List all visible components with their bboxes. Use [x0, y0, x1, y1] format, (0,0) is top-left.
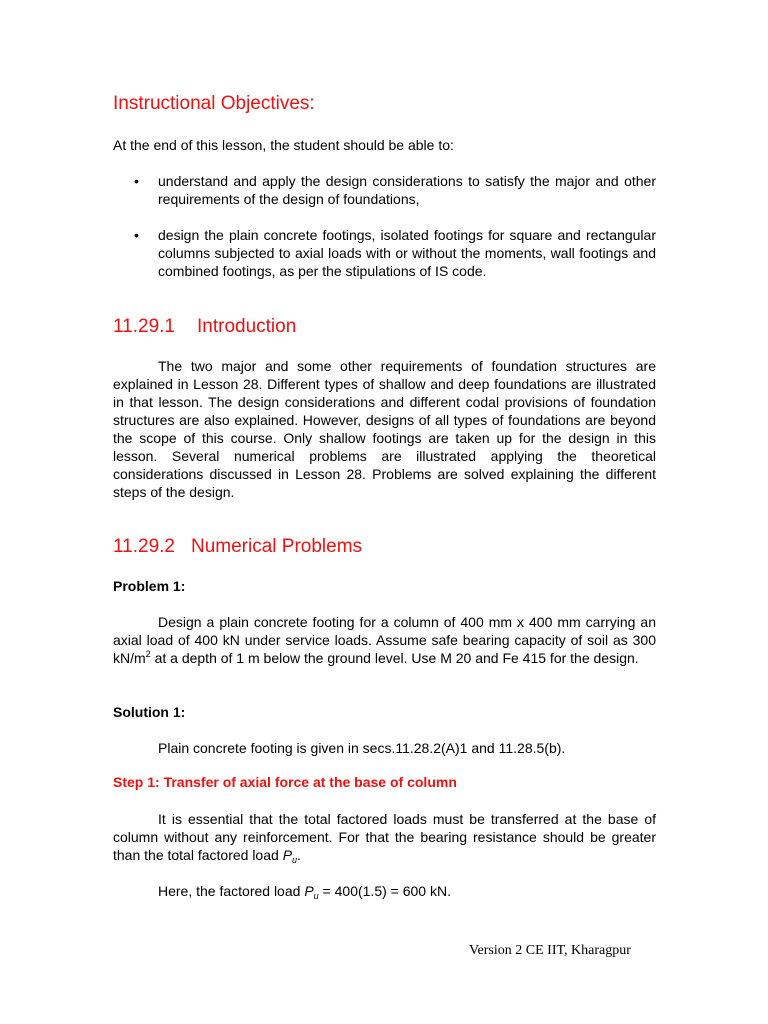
page-footer: Version 2 CE IIT, Kharagpur — [469, 943, 631, 958]
section-title: Numerical Problems — [191, 536, 363, 557]
objectives-heading: Instructional Objectives: — [113, 93, 315, 114]
solution-text: Plain concrete footing is given in secs.11.28.2(A)1 and 11.28.5(b). — [158, 740, 566, 756]
introduction-body: The two major and some other requirements of foundation structures are explained in Lesson 28. Different types of shallow and deep foundations are illustrated in that lesson. The design considerations and different codal provisions of foundation structures are also explained. However, designs of all types of foundations are beyond the scope of this course. Only shallow footings are taken up for the design in this lesson. Several numerical problems are illustrated applying the theoretical considerations discussed in Lesson 28. Problems are solved explaining the different steps of the design. — [113, 358, 656, 500]
problem-label: Problem 1: — [113, 578, 186, 594]
solution-label: Solution 1: — [113, 704, 186, 720]
section-number: 11.29.1 — [113, 316, 175, 337]
step-1-title: Step 1: Transfer of axial force at the base of column — [113, 774, 457, 790]
problem-text: Design a plain concrete footing for a column of 400 mm x 400 mm carrying an axial load of 400 kN under service loads. Assume safe bearing capacity of soil as 300 $kN/m^2$ at a depth of 1 m below the ground level. Use M 20 and Fe 415 for the design. — [113, 614, 656, 666]
section-title: Introduction — [197, 316, 297, 337]
step-1-text: It is essential that the total factored loads must be transferred at the base of column without any reinforcement. For that the bearing resistance should be greater than the total factored load $P_u$. — [113, 811, 656, 865]
numerical-problems-heading — [113, 536, 362, 558]
section-number: 11.29.2 — [113, 536, 175, 557]
bullet-icon: • — [134, 173, 139, 189]
objectives-intro: At the end of this lesson, the student should be able to: — [113, 137, 454, 153]
bullet-icon: • — [134, 227, 139, 243]
introduction-heading — [113, 316, 296, 338]
objective-bullet-text: design the plain concrete footings, isolated footings for square and rectangular columns subjected to axial loads with or without the moments, wall footings and combined footings, as per the stipulations of IS code. — [158, 227, 656, 279]
factored-load-text: Here, the factored load $P_u = 400(1.5) = 600$ kN. — [158, 883, 451, 901]
objective-bullet-text: understand and apply the design considerations to satisfy the major and other requirements of the design of foundations, — [158, 173, 656, 207]
